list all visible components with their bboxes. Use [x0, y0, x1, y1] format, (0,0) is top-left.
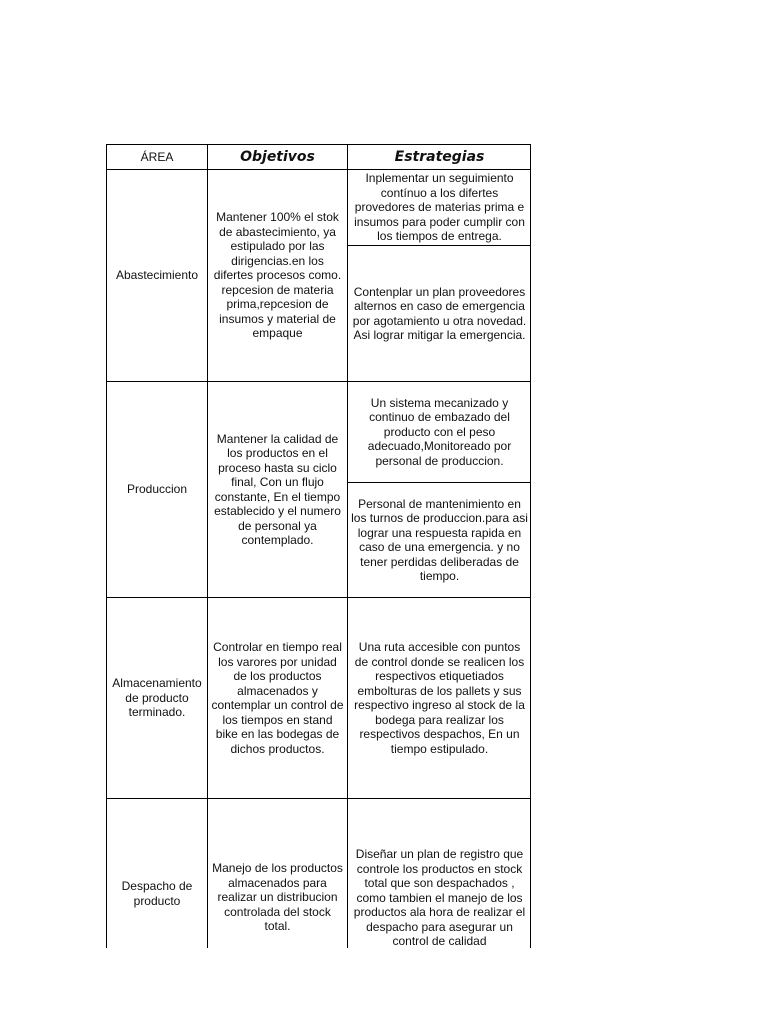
area-almacenamiento: Almacenamiento de producto terminado. [112, 676, 202, 720]
area-abastecimiento: Abastecimiento [115, 268, 199, 283]
objetivo-despacho: Manejo de los productos almacenados para realizar un distribucion controlada del stock total. [212, 861, 343, 933]
estrategia-almacenamiento-1: Una ruta accesible con puntos de control donde se realicen los respectivos etiquetiados embolturas de los pallets y sus respectivo ingreso al stock de la bodega para realizar los respectivos despachos, En un tiempo estipulado. [354, 640, 525, 756]
objetivo-abastecimiento: Mantener 100% el stok de abastecimiento, ya estipulado por las dirigencias.en los difertes procesos como. repcesion de materia prima,repcesion de insumos y material de empaque [213, 210, 342, 341]
header-objetivos: Objetivos [240, 148, 315, 165]
header-estrategias: Estrategias [394, 148, 485, 165]
area-despacho: Despacho de producto [121, 879, 193, 908]
objetivo-almacenamiento: Controlar en tiempo real los varores por unidad de los productos almacenados y contemplar un control de los tiempos en stand bike en las bodegas de dichos productos. [211, 640, 344, 756]
objetivo-produccion: Mantener la calidad de los productos en el proceso hasta su ciclo final, Con un flujo constante, En el tiempo establecido y el numero de personal ya contemplado. [214, 431, 341, 547]
area-produccion: Produccion [126, 482, 188, 497]
header-area: ÁREA [140, 149, 174, 164]
estrategia-despacho-1: Diseñar un plan de registro que controle los productos en stock total que son despachados , como tambien el manejo de los productos ala hora de realizar el despacho para asegurar un control de calidad [353, 847, 526, 948]
estrategia-produccion-2: Personal de mantenimiento en los turnos de produccion.para asi lograr una respuesta rapida en caso de una emergencia. y no tener perdidas deliberadas de tiempo. [351, 496, 528, 583]
estrategia-abastecimiento-1: Inplementar un seguimiento contínuo a los difertes provedores de materias prima e insumos para poder cumplir con los tiempos de entrega. [354, 171, 525, 244]
estrategia-abastecimiento-2: Contenplar un plan proveedores alternos en caso de emergencia por agotamiento u otra novedad. Asi lograr mitigar la emergencia. [352, 284, 527, 342]
strategy-table [106, 144, 531, 948]
estrategia-produccion-1: Un sistema mecanizado y continuo de embazado del producto con el peso adecuado,Monitoreado por personal de produccion. [367, 395, 512, 468]
